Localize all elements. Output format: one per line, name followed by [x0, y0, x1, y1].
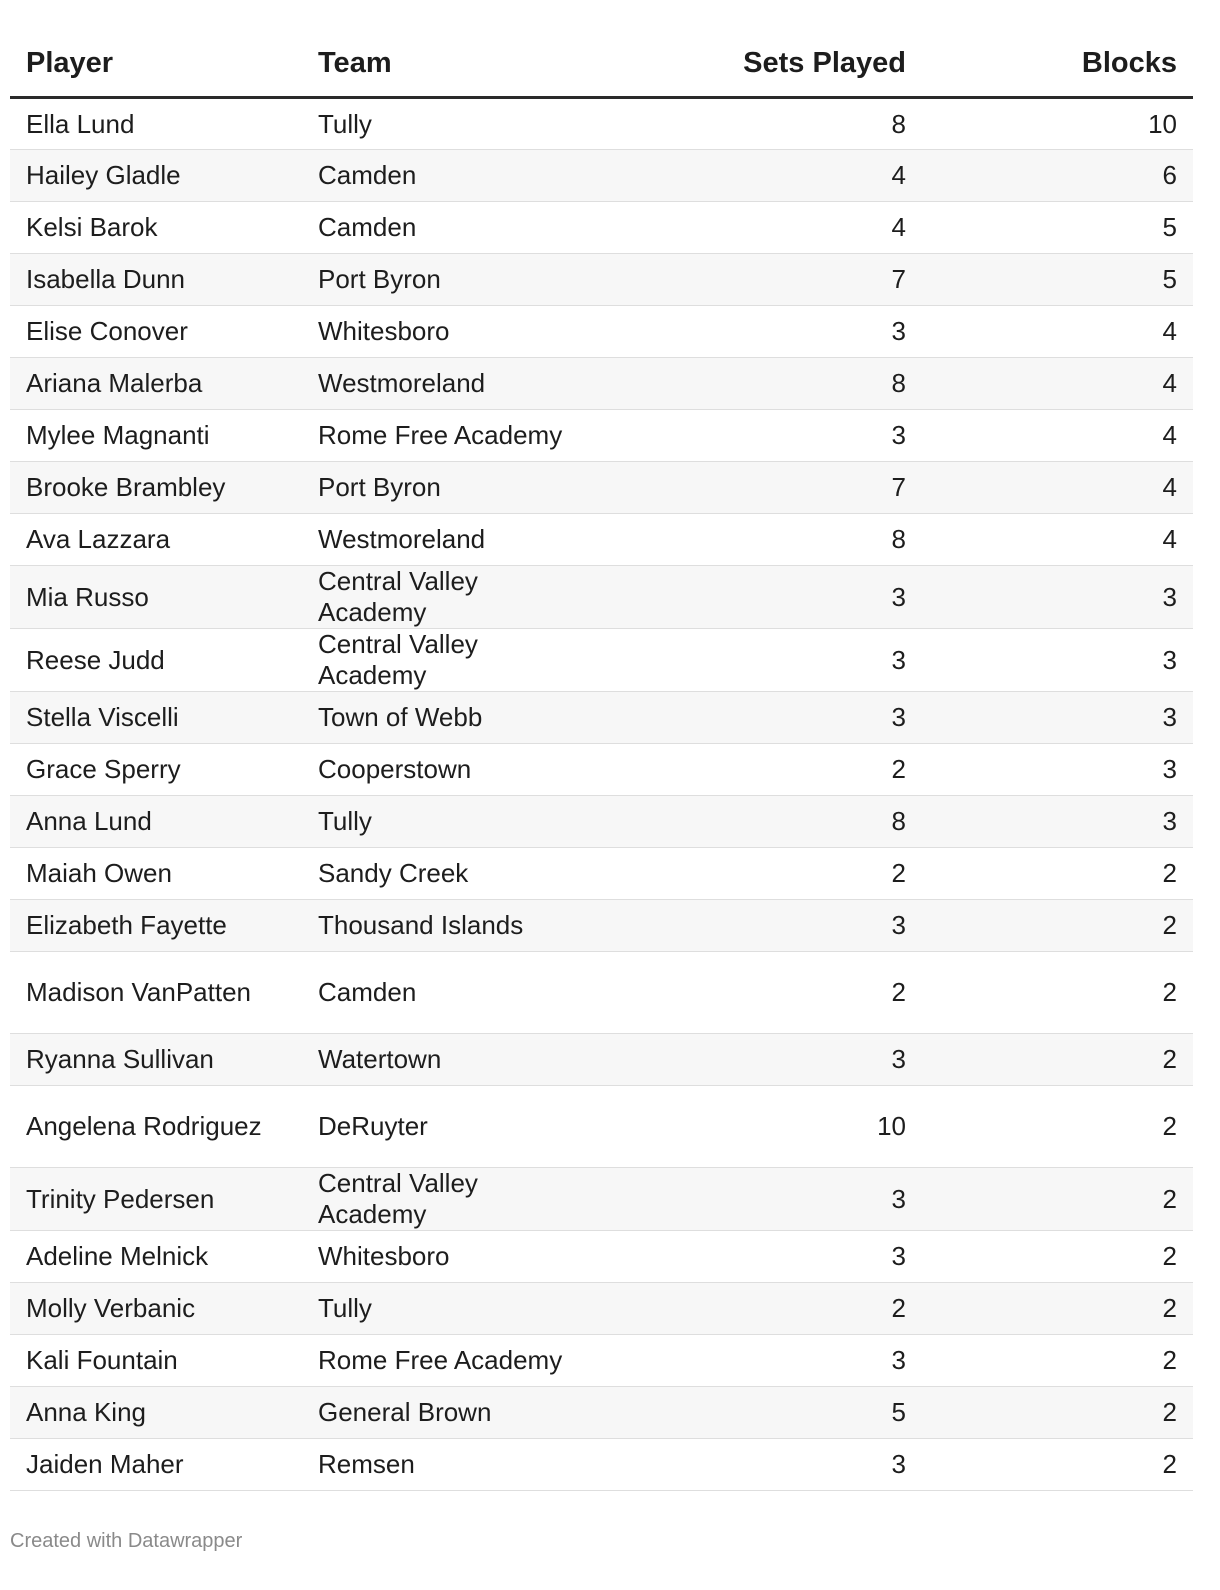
- player-cell: Adeline Melnick: [10, 1231, 302, 1283]
- blocks-cell: 2: [922, 848, 1193, 900]
- sets-played-cell: 5: [602, 1387, 922, 1439]
- player-cell: Elise Conover: [10, 306, 302, 358]
- sets-played-cell: 2: [602, 952, 922, 1034]
- team-cell: Port Byron: [302, 254, 602, 306]
- sets-played-cell: 7: [602, 462, 922, 514]
- player-cell: Angelena Rodriguez: [10, 1086, 302, 1168]
- blocks-cell: 4: [922, 462, 1193, 514]
- table-header: [10, 30, 1193, 98]
- team-cell: Port Byron: [302, 462, 602, 514]
- blocks-cell: 3: [922, 692, 1193, 744]
- table-row: [10, 692, 1193, 744]
- table-row: [10, 952, 1193, 1034]
- blocks-cell: 2: [922, 1168, 1193, 1231]
- blocks-cell: 3: [922, 744, 1193, 796]
- player-cell: Ryanna Sullivan: [10, 1034, 302, 1086]
- table-row: [10, 254, 1193, 306]
- player-cell: Hailey Gladle: [10, 150, 302, 202]
- sets-played-cell: 2: [602, 744, 922, 796]
- team-cell: Tully: [302, 796, 602, 848]
- column-header-blocks[interactable]: Blocks: [922, 30, 1193, 98]
- player-cell: Reese Judd: [10, 629, 302, 692]
- table-row: [10, 150, 1193, 202]
- team-cell: DeRuyter: [302, 1086, 602, 1168]
- sets-played-cell: 3: [602, 900, 922, 952]
- sets-played-cell: 3: [602, 1168, 922, 1231]
- sets-played-cell: 8: [602, 514, 922, 566]
- sets-played-cell: 3: [602, 629, 922, 692]
- blocks-cell: 3: [922, 796, 1193, 848]
- column-header-sets-played[interactable]: Sets Played: [602, 30, 922, 98]
- team-cell: Cooperstown: [302, 744, 602, 796]
- blocks-cell: 4: [922, 410, 1193, 462]
- sets-played-cell: 7: [602, 254, 922, 306]
- player-cell: Ava Lazzara: [10, 514, 302, 566]
- blocks-cell: 5: [922, 254, 1193, 306]
- player-cell: Mia Russo: [10, 566, 302, 629]
- player-cell: Elizabeth Fayette: [10, 900, 302, 952]
- table-row: [10, 306, 1193, 358]
- team-cell: Tully: [302, 1283, 602, 1335]
- sets-played-cell: 3: [602, 1439, 922, 1491]
- team-cell: Thousand Islands: [302, 900, 602, 952]
- table-row: [10, 514, 1193, 566]
- header-row: [10, 30, 1193, 98]
- blocks-cell: 6: [922, 150, 1193, 202]
- team-cell: Central Valley Academy: [302, 1168, 602, 1231]
- player-cell: Kelsi Barok: [10, 202, 302, 254]
- table-row: [10, 1335, 1193, 1387]
- player-cell: Anna King: [10, 1387, 302, 1439]
- table-row: [10, 566, 1193, 629]
- player-cell: Brooke Brambley: [10, 462, 302, 514]
- team-cell: Whitesboro: [302, 306, 602, 358]
- sets-played-cell: 8: [602, 358, 922, 410]
- team-cell: Watertown: [302, 1034, 602, 1086]
- team-cell: Central Valley Academy: [302, 629, 602, 692]
- player-cell: Trinity Pedersen: [10, 1168, 302, 1231]
- sets-played-cell: 3: [602, 566, 922, 629]
- table-row: [10, 629, 1193, 692]
- player-cell: Anna Lund: [10, 796, 302, 848]
- table-row: [10, 1283, 1193, 1335]
- team-cell: Westmoreland: [302, 358, 602, 410]
- player-cell: Kali Fountain: [10, 1335, 302, 1387]
- datawrapper-credit: Created with Datawrapper: [10, 1530, 243, 1552]
- sets-played-cell: 8: [602, 98, 922, 150]
- table-row: [10, 98, 1193, 150]
- team-cell: General Brown: [302, 1387, 602, 1439]
- player-cell: Madison VanPatten: [10, 952, 302, 1034]
- table-row: [10, 900, 1193, 952]
- sets-played-cell: 4: [602, 150, 922, 202]
- blocks-cell: 2: [922, 1034, 1193, 1086]
- sets-played-cell: 4: [602, 202, 922, 254]
- blocks-cell: 3: [922, 629, 1193, 692]
- blocks-cell: 5: [922, 202, 1193, 254]
- table-row: [10, 1168, 1193, 1231]
- sets-played-cell: 3: [602, 306, 922, 358]
- table-row: [10, 1231, 1193, 1283]
- blocks-cell: 10: [922, 98, 1193, 150]
- stats-table-container: [10, 30, 1193, 1491]
- team-cell: Westmoreland: [302, 514, 602, 566]
- player-cell: Grace Sperry: [10, 744, 302, 796]
- team-cell: Town of Webb: [302, 692, 602, 744]
- blocks-cell: 2: [922, 1335, 1193, 1387]
- sets-played-cell: 8: [602, 796, 922, 848]
- table-row: [10, 1387, 1193, 1439]
- player-cell: Molly Verbanic: [10, 1283, 302, 1335]
- sets-played-cell: 3: [602, 410, 922, 462]
- blocks-cell: 2: [922, 1086, 1193, 1168]
- blocks-table: [10, 30, 1193, 1491]
- team-cell: Remsen: [302, 1439, 602, 1491]
- blocks-cell: 4: [922, 514, 1193, 566]
- sets-played-cell: 2: [602, 1283, 922, 1335]
- table-row: [10, 462, 1193, 514]
- table-row: [10, 848, 1193, 900]
- table-row: [10, 202, 1193, 254]
- column-header-team[interactable]: Team: [302, 30, 602, 98]
- player-cell: Jaiden Maher: [10, 1439, 302, 1491]
- sets-played-cell: 10: [602, 1086, 922, 1168]
- player-cell: Mylee Magnanti: [10, 410, 302, 462]
- player-cell: Ella Lund: [10, 98, 302, 150]
- table-row: [10, 744, 1193, 796]
- team-cell: Rome Free Academy: [302, 410, 602, 462]
- sets-played-cell: 3: [602, 1034, 922, 1086]
- blocks-cell: 3: [922, 566, 1193, 629]
- blocks-cell: 2: [922, 1387, 1193, 1439]
- blocks-cell: 2: [922, 1439, 1193, 1491]
- table-row: [10, 1439, 1193, 1491]
- table-body: [10, 98, 1193, 1491]
- team-cell: Sandy Creek: [302, 848, 602, 900]
- team-cell: Tully: [302, 98, 602, 150]
- team-cell: Rome Free Academy: [302, 1335, 602, 1387]
- blocks-cell: 2: [922, 1231, 1193, 1283]
- player-cell: Isabella Dunn: [10, 254, 302, 306]
- blocks-cell: 4: [922, 306, 1193, 358]
- team-cell: Camden: [302, 150, 602, 202]
- table-row: [10, 1086, 1193, 1168]
- player-cell: Maiah Owen: [10, 848, 302, 900]
- table-row: [10, 358, 1193, 410]
- sets-played-cell: 3: [602, 1335, 922, 1387]
- blocks-cell: 2: [922, 1283, 1193, 1335]
- table-row: [10, 796, 1193, 848]
- blocks-cell: 2: [922, 952, 1193, 1034]
- table-row: [10, 410, 1193, 462]
- team-cell: Camden: [302, 952, 602, 1034]
- sets-played-cell: 3: [602, 1231, 922, 1283]
- player-cell: Ariana Malerba: [10, 358, 302, 410]
- player-cell: Stella Viscelli: [10, 692, 302, 744]
- sets-played-cell: 3: [602, 692, 922, 744]
- team-cell: Whitesboro: [302, 1231, 602, 1283]
- blocks-cell: 2: [922, 900, 1193, 952]
- column-header-player[interactable]: Player: [10, 30, 302, 98]
- team-cell: Central Valley Academy: [302, 566, 602, 629]
- sets-played-cell: 2: [602, 848, 922, 900]
- table-row: [10, 1034, 1193, 1086]
- blocks-cell: 4: [922, 358, 1193, 410]
- team-cell: Camden: [302, 202, 602, 254]
